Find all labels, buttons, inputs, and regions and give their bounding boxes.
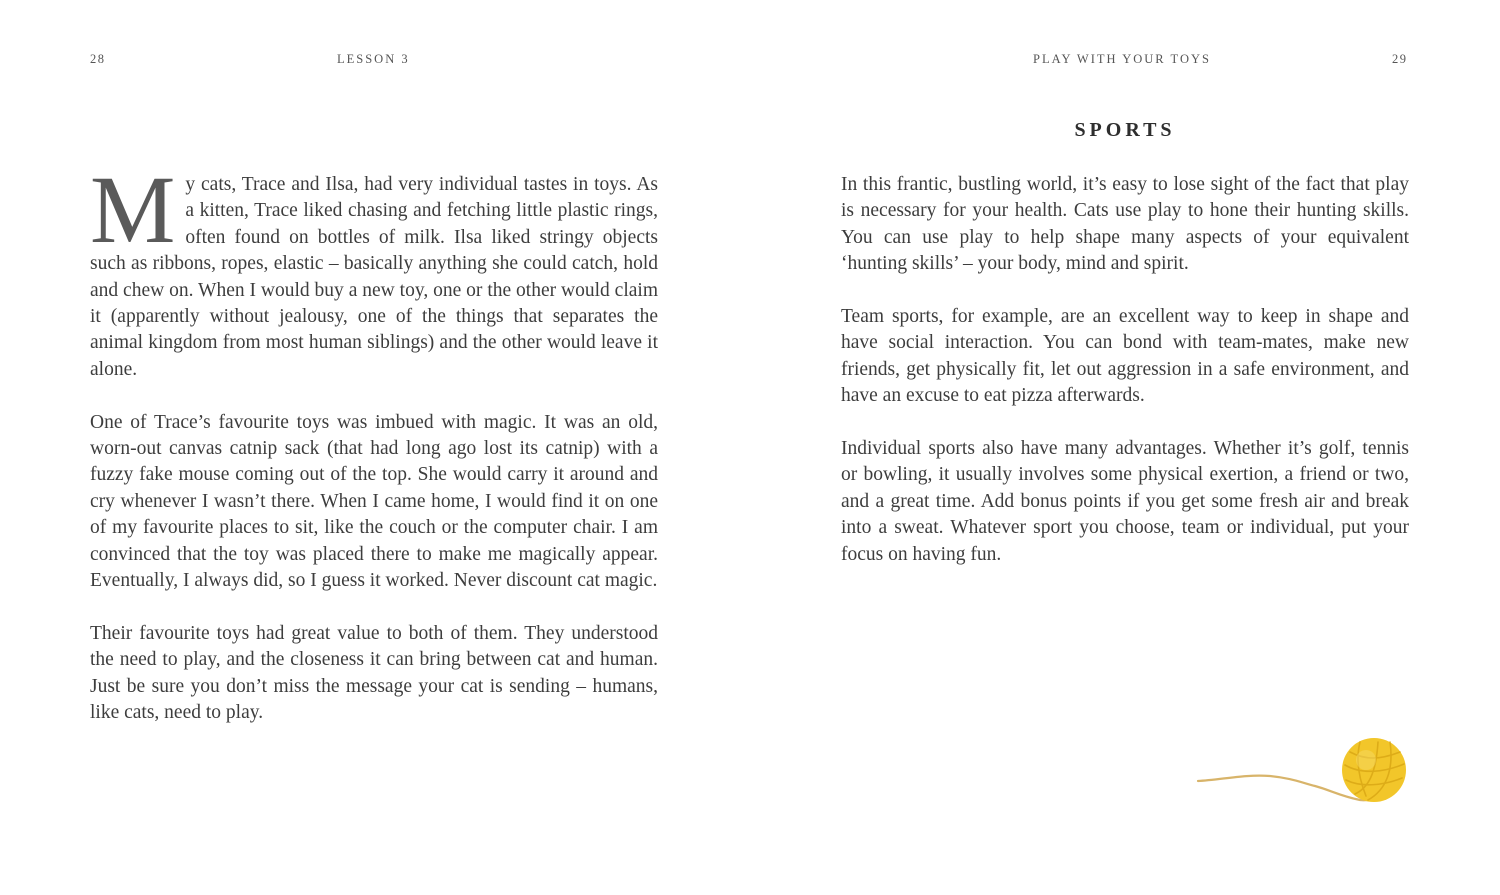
yarn-highlight bbox=[1356, 750, 1376, 770]
page-number-right: 29 bbox=[1392, 52, 1408, 66]
running-head-right: PLAY WITH YOUR TOYS bbox=[1033, 52, 1211, 66]
sports-paragraph-1: In this frantic, bustling world, it’s easy to lose sight of the fact that play is necessary for your health. Cats use play to hone their hunting skills. You can use play to help shape many aspects of your equivalent ‘hunting skills’ – your body, mind and spirit. bbox=[841, 174, 1409, 275]
yarn-ball-illustration bbox=[1190, 730, 1420, 810]
right-page bbox=[750, 0, 1500, 895]
paragraph-3: Their favourite toys had great value to both of them. They understood the need to play, and the closeness it can bring between cat and human. Just be sure you don’t miss the message your cat is sending – humans, like cats, need to play. bbox=[90, 622, 658, 724]
right-body bbox=[841, 172, 1409, 594]
left-body bbox=[90, 156, 658, 753]
sports-paragraph-2: Team sports, for example, are an excellent way to keep in shape and have social interaction. You can bond with team-mates, make new friends, get physically fit, let out aggression in a safe environment, and have an excuse to eat pizza afterwards. bbox=[841, 306, 1409, 407]
drop-cap: M bbox=[90, 156, 176, 263]
running-head-left: LESSON 3 bbox=[337, 52, 410, 66]
page-number-left: 28 bbox=[90, 52, 106, 66]
paragraph-1 bbox=[90, 156, 658, 383]
sports-paragraph-3: Individual sports also have many advantages. Whether it’s golf, tennis or bowling, it usually involves some physical exertion, a friend or two, and a great time. Add bonus points if you get some fresh air and break into a sweat. Whatever sport you choose, team or individual, put your focus on having fun. bbox=[841, 438, 1409, 565]
paragraph-2: One of Trace’s favourite toys was imbued with magic. It was an old, worn-out canvas catnip sack (that had long ago lost its catnip) with a fuzzy fake mouse coming out of the top. She would carry it around and cry whenever I wasn’t there. When I came home, I would find it on one of my favourite places to sit, like the couch or the computer chair. I am convinced that the toy was placed there to make me magically appear. Eventually, I always did, so I guess it worked. Never discount cat magic. bbox=[90, 411, 658, 592]
section-heading: SPORTS bbox=[1074, 119, 1176, 141]
paragraph-1-text: y cats, Trace and Ilsa, had very individual tastes in toys. As a kitten, Trace liked chasing and fetching little plastic rings, often found on bottles of milk. Ilsa liked stringy objects such as ribbons, ropes, elastic – basically anything she could catch, hold and chew on. When I would buy a new toy, one or the other would claim it (apparently without jealousy, one of the things that separates the animal kingdom from most human siblings) and the other would leave it alone. bbox=[90, 174, 658, 380]
